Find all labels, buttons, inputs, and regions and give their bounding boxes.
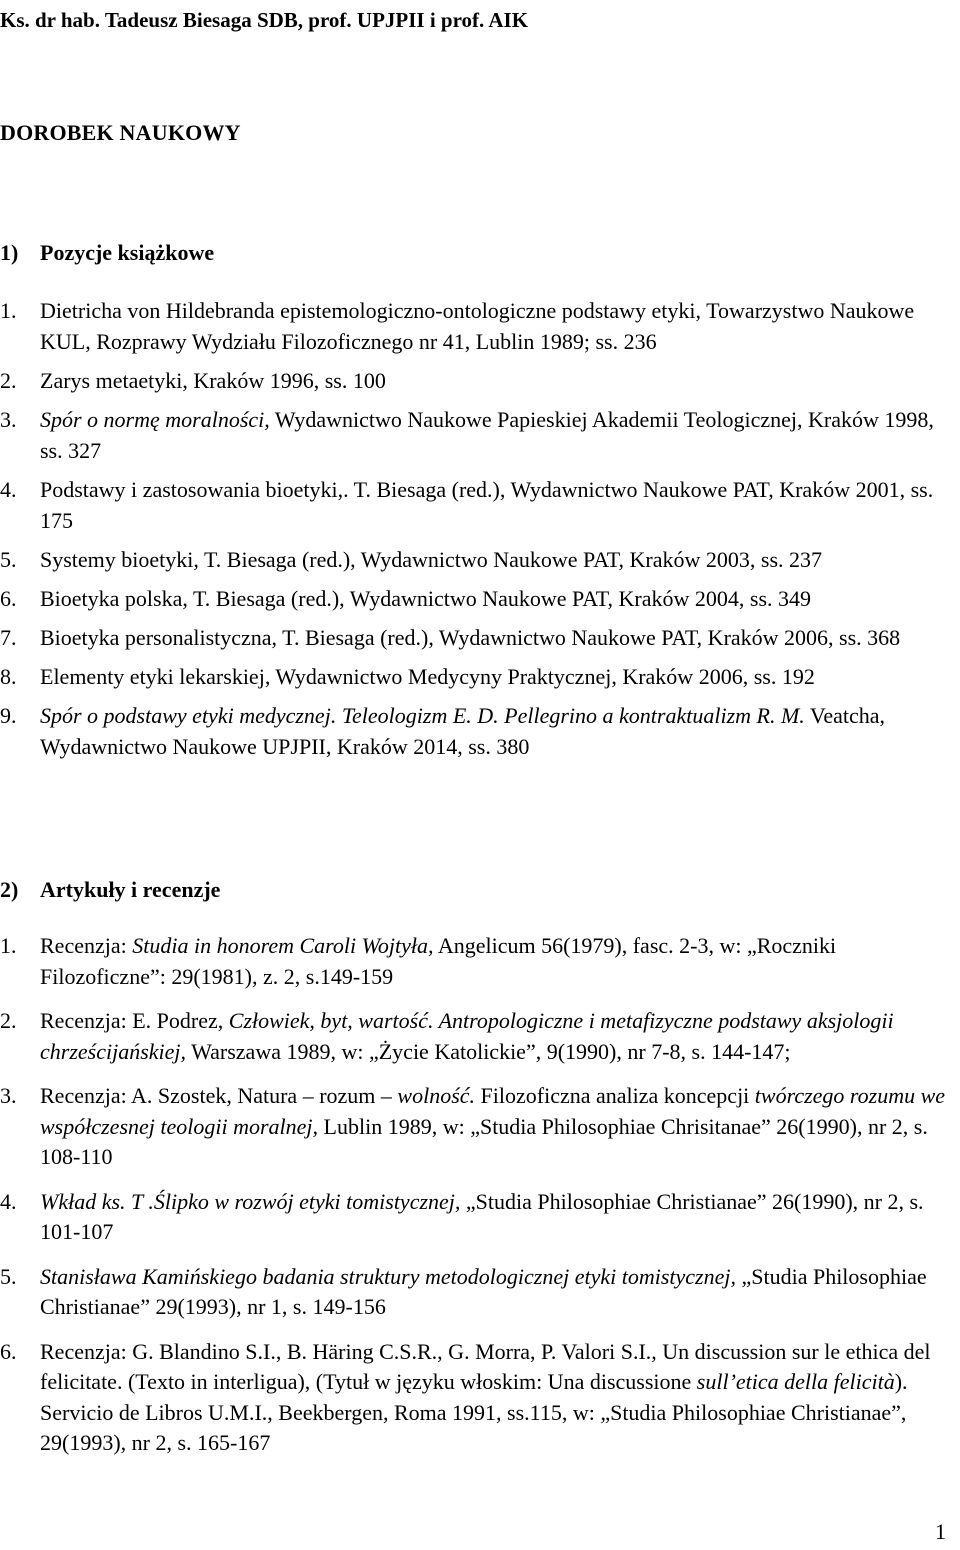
list-item [0, 544, 958, 575]
item-number: 1. [0, 933, 17, 958]
italic-text: Spór o normę moralności, [40, 407, 270, 432]
item-number: 9. [0, 703, 17, 728]
section-number: 1) [0, 240, 19, 265]
item-text: Wydawnictwo Naukowe Papieskiej Akademii Teologicznej, Kraków 1998, ss. 327 [40, 407, 934, 463]
item-number: 1. [0, 298, 17, 323]
item-text: Lublin 1989, w: „Studia Philosophiae Chrisitanae” 26(1990), nr 2, s. 108-110 [40, 1113, 928, 1169]
books-list [0, 295, 958, 770]
item-text: Systemy bioetyki, T. Biesaga (red.), Wydawnictwo Naukowe PAT, Kraków 2003, ss. 237 [40, 547, 823, 572]
item-text: Recenzja: [40, 933, 133, 958]
list-item [0, 365, 958, 396]
list-item [0, 474, 958, 536]
page-number: 1 [935, 1519, 946, 1544]
list-item [0, 700, 958, 762]
author-heading: Ks. dr hab. Tadeusz Biesaga SDB, prof. UPJPII i prof. AIK [0, 8, 529, 32]
item-text: Bioetyka polska, T. Biesaga (red.), Wydawnictwo Naukowe PAT, Kraków 2004, ss. 349 [40, 586, 811, 611]
list-item [0, 1337, 958, 1459]
section-title: Pozycje książkowe [40, 240, 215, 265]
italic-text: sull’etica della felicità [696, 1369, 895, 1394]
section-title: Artykuły i recenzje [40, 877, 221, 902]
item-number: 3. [0, 407, 17, 432]
item-text: Elementy etyki lekarskiej, Wydawnictwo Medycyny Praktycznej, Kraków 2006, ss. 192 [40, 664, 815, 689]
item-text: Recenzja: A. Szostek, Natura – rozum – [40, 1083, 398, 1108]
item-text: Dietricha von Hildebranda epistemologiczno-ontologiczne podstawy etyki, Towarzystwo Naukowe KUL, Rozprawy Wydziału Filozoficznego nr 41, Lublin 1989; ss. 236 [40, 298, 915, 354]
list-item [0, 295, 958, 357]
item-number: 8. [0, 664, 17, 689]
document-title: DOROBEK NAUKOWY [0, 120, 241, 145]
item-number: 3. [0, 1083, 17, 1108]
item-text: Warszawa 1989, w: „Życie Katolickie”, 9(1990), nr 7-8, s. 144-147; [186, 1038, 791, 1064]
italic-text: Człowiek, byt, wartość. Antropologiczne i metafizyczne podstawy aksjologii chrześcijańskiej, [40, 1008, 894, 1064]
list-item [0, 661, 958, 692]
list-item [0, 1006, 958, 1067]
item-text: Filozoficzna analiza koncepcji [475, 1083, 755, 1108]
item-number: 4. [0, 1188, 17, 1214]
list-item [0, 931, 958, 992]
italic-text: Stanisława Kamińskiego badania struktury metodologicznej etyki tomistycznej, [40, 1263, 736, 1289]
list-item [0, 1081, 958, 1173]
italic-text: twórczego rozumu we współczesnej teologii moralnej, [40, 1083, 946, 1139]
item-text: Angelicum 56(1979), fasc. 2-3, w: „Roczniki Filozoficzne”: 29(1981), z. 2, s.149-159 [40, 933, 837, 989]
list-item [0, 404, 958, 466]
section-number: 2) [0, 877, 19, 902]
list-item [0, 1262, 958, 1323]
item-text: Veatcha, Wydawnictwo Naukowe UPJPII, Kraków 2014, ss. 380 [40, 703, 886, 759]
section-heading-articles [0, 874, 220, 905]
item-number: 2. [0, 1008, 17, 1033]
list-item [0, 622, 958, 653]
list-item [0, 583, 958, 614]
item-number: 4. [0, 477, 17, 502]
italic-text: Studia in honorem Caroli Wojtyła, [132, 933, 434, 958]
item-number: 7. [0, 625, 17, 650]
item-text: „Studia Philosophiae Christianae” 29(1993), nr 1, s. 149-156 [40, 1263, 927, 1319]
item-number: 6. [0, 586, 17, 611]
articles-list [0, 931, 958, 1473]
item-number: 5. [0, 1263, 17, 1289]
list-item [0, 1187, 958, 1248]
item-number: 2. [0, 368, 17, 393]
item-text: Recenzja: G. Blandino S.I., B. Häring C.S.R., G. Morra, P. Valori S.I., Un discussion sur le ethica del felicitate. (Texto in interligua), (Tytuł w języku włoskim: Una discussione [40, 1338, 931, 1394]
item-text: „Studia Philosophiae Christianae” 26(1990), nr 2, s. 101-107 [40, 1188, 924, 1244]
item-text: Zarys metaetyki, Kraków 1996, ss. 100 [40, 368, 386, 393]
italic-text: wolność. [397, 1083, 476, 1108]
section-heading-books [0, 237, 214, 268]
italic-text: Spór o podstawy etyki medycznej. Teleologizm E. D. Pellegrino a kontraktualizm R. M. [40, 703, 805, 728]
item-number: 6. [0, 1338, 17, 1364]
item-text: Bioetyka personalistyczna, T. Biesaga (red.), Wydawnictwo Naukowe PAT, Kraków 2006, ss. 368 [40, 625, 901, 650]
item-number: 5. [0, 547, 17, 572]
item-text: Podstawy i zastosowania bioetyki,. T. Biesaga (red.), Wydawnictwo Naukowe PAT, Kraków 2001, ss. 175 [40, 477, 934, 533]
item-text: ). Servicio de Libros U.M.I., Beekbergen, Roma 1991, ss.115, w: „Studia Philosophiae Christianae”, 29(1993), nr 2, s. 165-167 [40, 1369, 908, 1455]
item-text: Recenzja: E. Podrez, [40, 1008, 229, 1033]
italic-text: Wkład ks. T .Ślipko w rozwój etyki tomistycznej, [40, 1188, 461, 1214]
